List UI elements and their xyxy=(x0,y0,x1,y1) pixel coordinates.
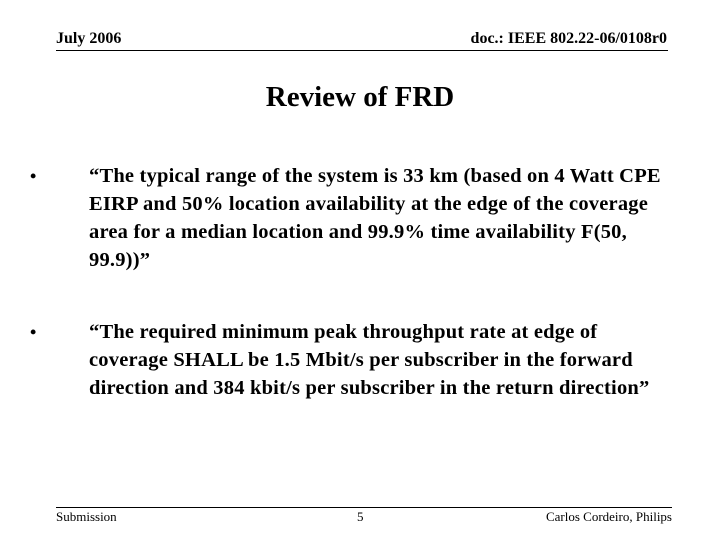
footer-page-number: 5 xyxy=(357,509,364,524)
footer-submission: Submission xyxy=(56,509,117,524)
header-divider xyxy=(56,50,668,51)
bullet-list xyxy=(30,162,670,402)
bullet-item-range xyxy=(30,162,670,274)
slide-title: Review of FRD xyxy=(265,81,455,113)
bullet-text-throughput: “The required minimum peak throughput rate at edge of coverage SHALL be 1.5 Mbit/s per subscriber in the forward direction and 384 kbit/s per subscriber in the return direction” xyxy=(89,321,650,399)
footer-divider xyxy=(56,507,672,508)
bullet-text-range: “The typical range of the system is 33 km (based on 4 Watt CPE EIRP and 50% location availability at the edge of the coverage area for a median location and 99.9% time availability F(50, 99.9))” xyxy=(89,165,661,271)
bullet-marker-icon: • xyxy=(30,322,37,342)
header-date: July 2006 xyxy=(56,30,122,47)
bullet-marker-icon: • xyxy=(30,166,37,186)
header-doc-id: doc.: IEEE 802.22-06/0108r0 xyxy=(470,30,667,47)
footer-author: Carlos Cordeiro, Philips xyxy=(545,509,672,524)
bullet-item-throughput xyxy=(30,318,670,402)
